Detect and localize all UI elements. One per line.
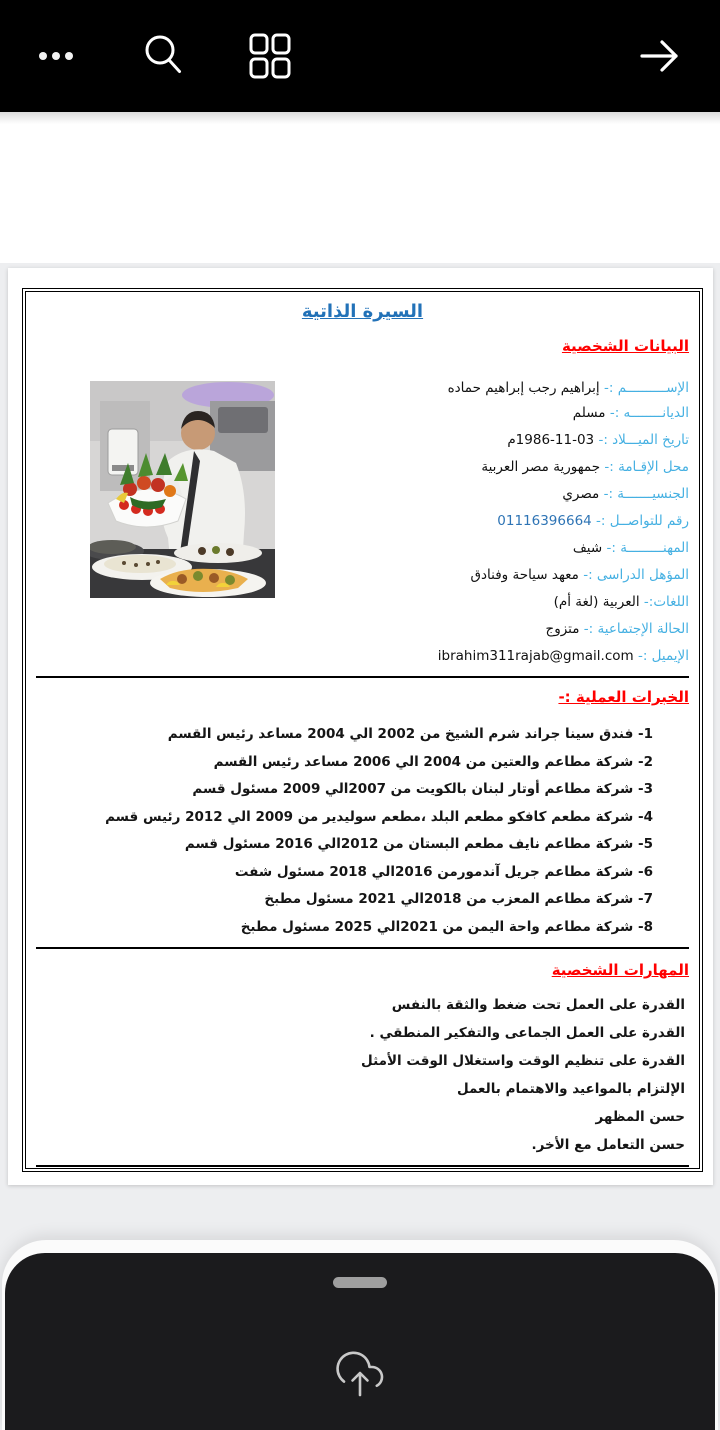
experience-section-heading: الخبرات العملية :-: [558, 687, 689, 706]
more-options-icon: [39, 52, 47, 60]
field-value: ibrahim311rajab@gmail.com: [437, 647, 634, 664]
bottom-sheet: [5, 1253, 715, 1430]
field-value: 03-11-1986م: [507, 431, 595, 448]
personal-field: [281, 481, 689, 508]
skill-item: حسن المظهر: [595, 1108, 685, 1125]
toolbar-shadow-area: [0, 112, 720, 263]
field-label: رقم للتواصــل :-: [596, 512, 689, 529]
document-border-frame: [22, 288, 703, 1172]
search-icon: [141, 33, 187, 79]
grid-apps-icon: [248, 32, 292, 80]
section-divider: [36, 947, 689, 949]
drag-handle[interactable]: [333, 1277, 387, 1288]
field-label: محل الإقـامة :-: [604, 458, 689, 475]
field-value: 01116396664: [497, 512, 592, 529]
personal-field: [281, 427, 689, 454]
personal-field: [281, 562, 689, 589]
skill-item: الإلتزام بالمواعيد والاهتمام بالعمل: [456, 1080, 685, 1097]
experience-item: 6- شركة مطاعم جريل آندمورمن 2016الي 2018 مسئول شفت: [234, 863, 653, 880]
personal-field: [281, 535, 689, 562]
field-label: اللغات:-: [643, 593, 689, 610]
experience-item: 3- شركة مطاعم أوتار لبنان بالكويت من 2007الي 2009 مسئول قسم: [192, 781, 653, 798]
field-label: المهنـــــــــة :-: [606, 539, 689, 556]
personal-data-row: [36, 367, 689, 670]
field-label: الجنسيـــــــة :-: [603, 485, 689, 502]
document-title: السيرة الذاتية: [301, 301, 424, 322]
personal-section-heading: البيانات الشخصية: [561, 337, 689, 356]
personal-fields: [281, 367, 689, 670]
field-label: تاريخ الميـــلاد :-: [598, 431, 689, 448]
field-value: متزوج: [545, 620, 580, 637]
skills-section-heading: المهارات الشخصية: [551, 961, 689, 980]
personal-field: [281, 616, 689, 643]
field-value: شيف: [572, 539, 603, 556]
personal-field: [281, 643, 689, 670]
grid-view-button[interactable]: [244, 0, 296, 112]
field-label: المؤهل الدراسى :-: [583, 566, 689, 583]
field-value: جمهورية مصر العربية: [481, 458, 601, 475]
field-value: مسلم: [572, 404, 606, 421]
skill-item: القدرة على العمل الجماعى والتفكير المنطقي .: [369, 1024, 685, 1041]
field-value: إبراهيم رجب إبراهيم حماده: [447, 379, 600, 396]
field-label: الإيميل :-: [637, 647, 689, 664]
field-value: مصري: [562, 485, 600, 502]
cloud-upload-icon: [336, 1349, 384, 1401]
personal-field: [281, 508, 689, 535]
skill-item: القدرة على تنظيم الوقت واستغلال الوقت الأمثل: [361, 1052, 685, 1069]
skills-list: [36, 991, 689, 1159]
field-value: معهد سياحة وفنادق: [470, 566, 579, 583]
experience-list: [36, 721, 689, 941]
experience-item: 8- شركة مطاعم واحة اليمن من 2021الي 2025 مسئول مطبخ: [240, 918, 653, 935]
search-button[interactable]: [138, 0, 190, 112]
skill-item: القدرة على العمل تحت ضغط والثقة بالنفس: [391, 996, 685, 1013]
personal-field: [281, 454, 689, 481]
section-divider: [36, 676, 689, 678]
forward-button[interactable]: [632, 0, 688, 112]
experience-item: 5- شركة مطاعم نايف مطعم البستان من 2012الي 2016 مسئول قسم: [184, 836, 653, 853]
document-page[interactable]: [8, 268, 713, 1185]
skill-item: حسن التعامل مع الأخر.: [531, 1136, 685, 1153]
field-value: العربية (لغة أم): [553, 593, 640, 610]
chef-photo: [90, 381, 275, 598]
experience-item: 2- شركة مطاعم والعتين من 2004 الي 2006 مساعد رئيس القسم: [213, 753, 653, 770]
more-options-button[interactable]: [28, 0, 84, 112]
section-divider: [36, 1165, 689, 1167]
experience-item: 1- فندق سينا جراند شرم الشيخ من 2002 الي 2004 مساعد رئيس القسم: [167, 726, 653, 743]
personal-field: [281, 377, 689, 400]
forward-arrow-icon: [638, 36, 682, 76]
upload-button[interactable]: [336, 1349, 384, 1401]
field-label: الإســــــــــم :-: [603, 379, 689, 396]
personal-field: [281, 400, 689, 427]
experience-item: 7- شركة مطاعم المعزب من 2018الي 2021 مسئول مطبخ: [264, 891, 653, 908]
field-label: الحالة الإجتماعية :-: [583, 620, 689, 637]
personal-field: [281, 589, 689, 616]
field-label: الديانــــــــه :-: [609, 404, 689, 421]
toolbar: [0, 0, 720, 112]
experience-item: 4- شركة مطعم كافكو مطعم البلد ،مطعم سوليدير من 2009 الي 2012 رئيس قسم: [105, 808, 653, 825]
